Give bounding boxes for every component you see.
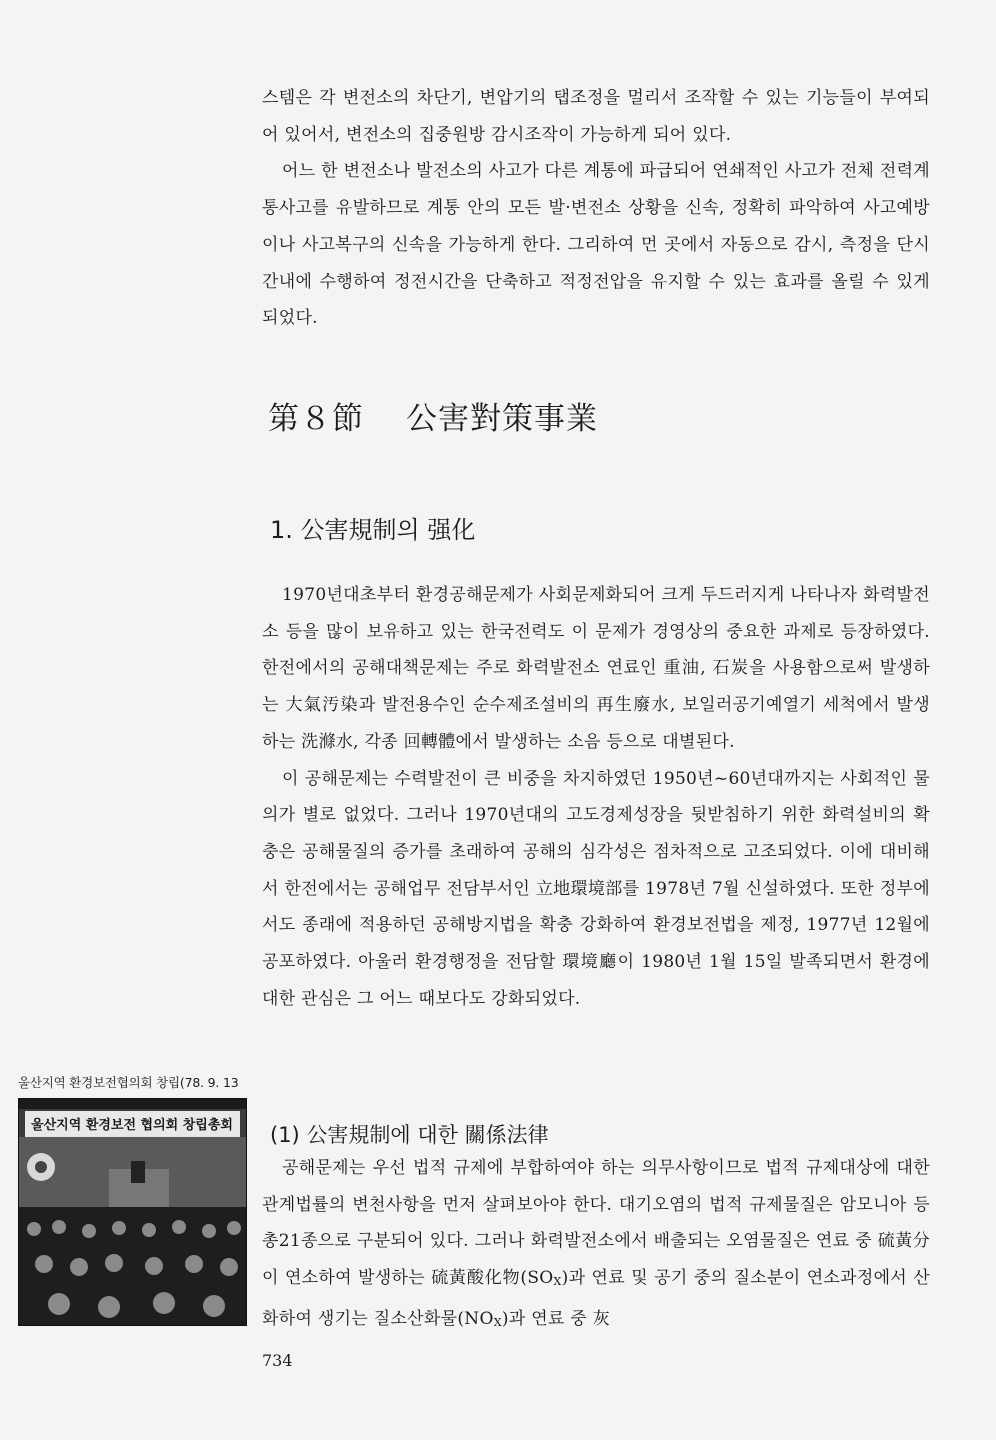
event-photo [18, 1098, 247, 1326]
intro-text-2: 어느 한 변전소나 발전소의 사고가 다른 계통에 파급되어 연쇄적인 사고가 전체 전력계통사고를 유발하므로 계통 안의 모든 발·변전소 상황을 신속, 정확히 파악하여 사고예방이나 사고복구의 신속을 가능하게 한다. 그리하여 먼 곳에서 자동으로 감시, 측정을 단시간내에 수행하여 정전시간을 단축하고 적정전압을 유지할 수 있는 효과를 올릴 수 있게 되었다. [262, 161, 931, 329]
section-paragraphs [262, 577, 930, 1017]
photo-caption: 울산지역 환경보전협의회 창립(78. 9. 13 [18, 1075, 239, 1090]
photo-banner-text: 울산지역 환경보전 협의회 창립총회 [31, 1118, 233, 1133]
subsection-text-3: )과 연료 중 灰 [501, 1308, 611, 1329]
chapter-title: 公害對策事業 [406, 401, 598, 437]
subsection-text-2: )과 연료 및 공기 중의 질소분이 연소과정에서 산화하여 생기는 질소산화물(NO [262, 1268, 930, 1329]
chapter-number: 第８節 [268, 401, 364, 437]
section-paragraph-1: 1970년대초부터 환경공해문제가 사회문제화되어 크게 두드러지게 나타나자 화력발전소 등을 많이 보유하고 있는 한국전력도 이 문제가 경영상의 중요한 과제로 등장하였다. 한전에서의 공해대책문제는 주로 화력발전소 연료인 重油, 石炭을 사용함으로써 발생하는 大氣汚染과 발전용수인 순수제조설비의 再生廢水, 보일러공기예열기 세척에서 발생하는 洗滌水, 각종 回轉體에서 발생하는 소음 등으로 대별된다. [262, 585, 930, 752]
subsection-text-1: 공해문제는 우선 법적 규제에 부합하여야 하는 의무사항이므로 법적 규제대상에 대한 관계법률의 변천사항을 먼저 살펴보아야 한다. 대기오염의 법적 규제물질은 암모니아 등 총21종으로 구분되어 있다. 그러나 화력발전소에서 배출되는 오염물질은 연료 중 硫黃分이 연소하여 발생하는 硫黃酸化物(SO [262, 1158, 930, 1289]
section-heading: 1. 公害規制의 强化 [270, 516, 476, 544]
subsection-paragraph [262, 1150, 930, 1342]
intro-text-1: 스템은 각 변전소의 차단기, 변압기의 탭조정을 멀리서 조작할 수 있는 기능들이 부여되어 있어서, 변전소의 집중원방 감시조작이 가능하게 되어 있다. [262, 88, 930, 145]
sox-subscript: X [553, 1275, 562, 1289]
page-number: 734 [262, 1351, 293, 1370]
nox-subscript: X [493, 1315, 502, 1329]
subsection-heading: (1) 公害規制에 대한 關係法律 [270, 1123, 549, 1147]
event-photo-image [19, 1099, 246, 1325]
chapter-heading [268, 393, 598, 438]
intro-paragraph [262, 80, 930, 337]
section-paragraph-2: 이 공해문제는 수력발전이 큰 비중을 차지하였던 1950년~60년대까지는 사회적인 물의가 별로 없었다. 그러나 1970년대의 고도경제성장을 뒷받침하기 위한 화력설비의 확충은 공해물질의 증가를 초래하여 공해의 심각성은 점차적으로 고조되었다. 이에 대비해서 한전에서는 공해업무 전담부서인 立地環境部를 1978년 7월 신설하였다. 또한 정부에서도 종래에 적용하던 공해방지법을 확충 강화하여 환경보전법을 제정, 1977년 12월에 공포하였다. 아울러 환경행정을 전담할 環境廳이 1980년 1월 15일 발족되면서 환경에 대한 관심은 그 어느 때보다도 강화되었다. [262, 768, 930, 1009]
